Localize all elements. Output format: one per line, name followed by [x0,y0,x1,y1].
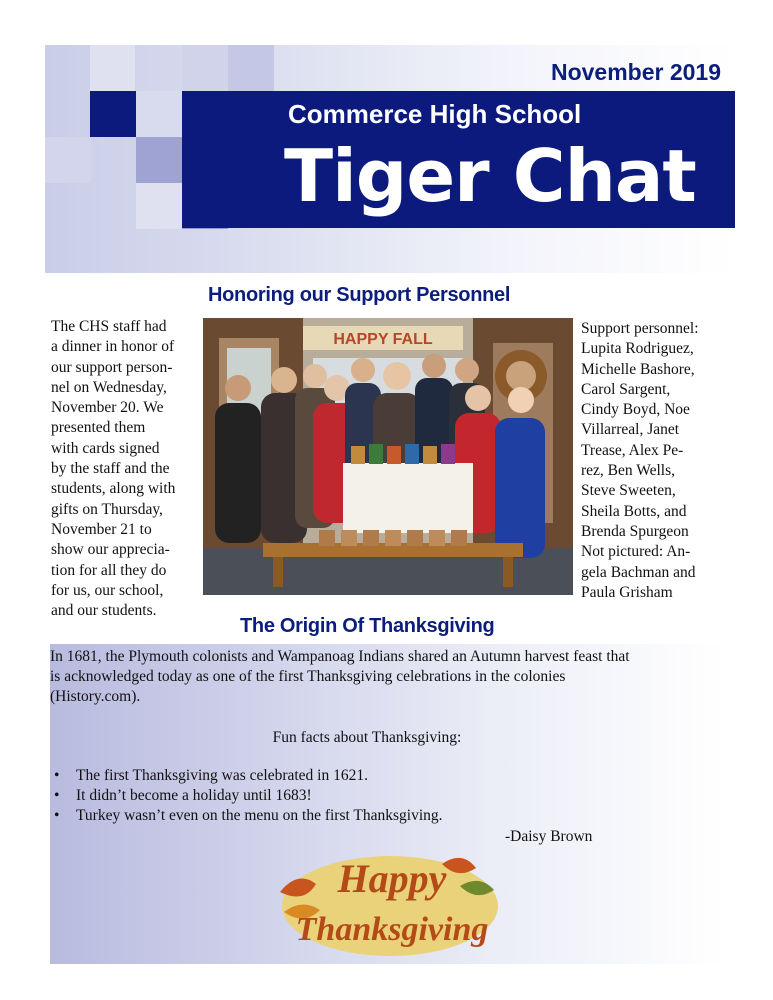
text-line: and our students. [51,602,157,620]
text-line: gela Bachman and [581,563,696,581]
text-line: show our apprecia- [51,541,170,559]
text-line: gifts on Thursday, [51,500,163,518]
list-item: • Turkey wasn’t even on the menu on the first Thanksgiving. [50,806,443,826]
text-line: The CHS staff had [51,318,167,335]
decorative-square [136,183,182,229]
text-line: Carol Sargent, [581,380,671,398]
text-line: Support personnel: [581,320,699,337]
art-text-thanksgiving: Thanksgiving [295,911,489,948]
decorative-square [136,137,182,183]
text-line: for us, our school, [51,581,164,599]
banner-text: HAPPY FALL [333,331,433,348]
facts-list [50,766,443,826]
text-line: with cards signed [51,439,160,457]
newsletter-title: Tiger Chat [284,134,696,218]
text-line: (History.com). [50,688,141,705]
list-item: • The first Thanksgiving was celebrated in 1621. [50,766,443,786]
support-right-text [581,319,731,603]
pot-plants [319,530,467,546]
text-line: presented them [51,419,146,437]
text-line: Sheila Botts, and [581,502,687,520]
text-line: students, along with [51,480,176,498]
staff-photo-illustration [203,318,573,595]
issue-date: November 2019 [550,59,721,85]
text-line: Trease, Alex Pe- [581,441,684,459]
thanksgiving-box [50,644,726,964]
thanksgiving-heading: The Origin Of Thanksgiving [240,615,495,637]
text-line: Michelle Bashore, [581,360,695,378]
text-line: Cindy Boyd, Noe [581,401,690,419]
thanksgiving-intro [50,647,726,707]
title-band [182,91,735,228]
staff-photo [203,318,573,595]
text-line: Not pictured: An- [581,543,691,561]
happy-thanksgiving-art [270,840,510,962]
author: -Daisy Brown [505,828,593,845]
text-line: November 20. We [51,399,164,417]
list-item: • It didn’t become a holiday until 1683! [50,786,443,806]
school-name: Commerce High School [288,99,582,129]
art-text-happy: Happy [337,856,447,901]
text-line: is acknowledged today as one of the first Thanksgiving celebrations in the colonies [50,668,566,685]
support-left-text [51,317,201,621]
support-heading: Honoring our Support Personnel [208,284,511,306]
text-line: In 1681, the Plymouth colonists and Wampanoag Indians shared an Autumn harvest feast that [50,648,630,665]
text-line: nel on Wednesday, [51,378,167,396]
text-line: Brenda Spurgeon [581,522,689,540]
text-line: Steve Sweeten, [581,482,676,500]
facts-title: Fun facts about Thanksgiving: [272,729,462,746]
decorative-square [90,91,136,137]
text-line: our support person- [51,358,173,376]
masthead [45,45,735,273]
decorative-square [182,45,228,91]
text-line: rez, Ben Wells, [581,462,676,480]
decorative-square [228,45,274,91]
decorative-square [90,45,135,91]
text-line: November 21 to [51,520,152,538]
decorative-square [45,137,91,183]
text-line: Lupita Rodriguez, [581,340,694,358]
text-line: a dinner in honor of [51,338,175,356]
text-line: tion for all they do [51,561,167,579]
text-line: Paula Grisham [581,583,673,601]
text-line: Villarreal, Janet [581,421,680,439]
text-line: by the staff and the [51,460,170,478]
decorative-square [136,91,182,137]
